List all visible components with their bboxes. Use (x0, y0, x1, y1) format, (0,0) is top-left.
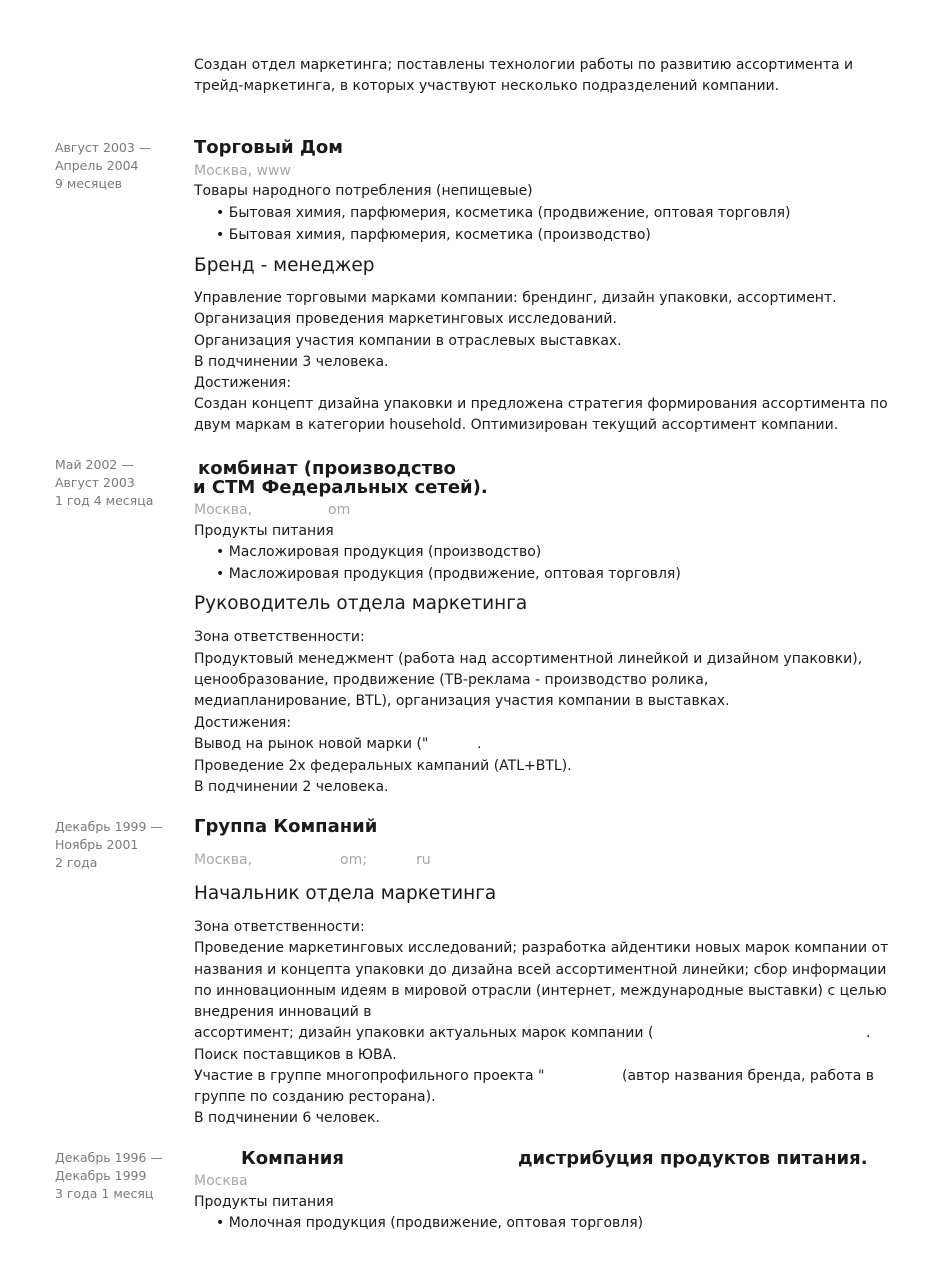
company-name: Компания (241, 1148, 344, 1169)
company-name: Торговый Дом (194, 137, 343, 158)
date-end: Ноябрь 2001 (55, 837, 139, 852)
description-line: ценообразование, продвижение (ТВ-реклама - производство ролика, (194, 672, 709, 688)
job-date-range (55, 1149, 163, 1203)
date-start: Декабрь 1996 — (55, 1150, 163, 1165)
date-end: Декабрь 1999 (55, 1168, 147, 1183)
description-line: Зона ответственности: (194, 629, 365, 645)
company-name-line-2: и СТМ Федеральных сетей). (193, 477, 488, 498)
company-location: Москва, (194, 502, 253, 518)
date-end: Апрель 2004 (55, 158, 139, 173)
description-line: двум маркам в категории household. Оптимизирован текущий ассортимент компании. (194, 417, 839, 433)
company-location: Москва (194, 1173, 248, 1189)
industry-bullet: • Бытовая химия, парфюмерия, косметика (продвижение, оптовая торговля) (216, 203, 791, 224)
description-line: Участие в группе многопрофильного проекта " (194, 1068, 545, 1084)
industry-bullet: • Масложировая продукция (продвижение, оптовая торговля) (216, 564, 681, 585)
description-line: названия и концепта упаковки до дизайна всей ассортиментной линейки; сбор информации (194, 962, 887, 978)
industry-bullet: • Молочная продукция (продвижение, оптовая торговля) (216, 1213, 643, 1234)
description-line: ассортимент; дизайн упаковки актуальных марок компании ( (194, 1025, 654, 1041)
industry-bullet: • Бытовая химия, парфюмерия, косметика (производство) (216, 225, 651, 246)
company-industry: Продукты питания (194, 523, 334, 539)
description-line: Организация участия компании в отраслевых выставках. (194, 333, 622, 349)
date-duration: 9 месяцев (55, 176, 123, 191)
job-date-range (55, 818, 163, 872)
description-line: Достижения: (194, 715, 292, 731)
company-name-part-2: дистрибуция продуктов питания. (518, 1148, 868, 1169)
job-date-range (55, 139, 151, 193)
description-line: Проведение 2х федеральных кампаний (ATL+BTL). (194, 758, 572, 774)
company-name: комбинат (производство (198, 458, 456, 479)
company-industry: Продукты питания (194, 1194, 334, 1210)
company-name: Группа Компаний (194, 816, 378, 837)
intro-line-2: трейд-маркетинга, в которых участвуют несколько подразделений компании. (194, 78, 780, 94)
description-line: медиапланирование, BTL), организация участия компании в выставках. (194, 693, 730, 709)
job-date-range (55, 456, 153, 510)
date-duration: 3 года 1 месяц (55, 1186, 154, 1201)
date-end: Август 2003 (55, 475, 135, 490)
date-duration: 1 год 4 месяца (55, 493, 154, 508)
date-start: Май 2002 — (55, 457, 134, 472)
date-start: Август 2003 — (55, 140, 152, 155)
company-website-fragment: om (328, 502, 351, 518)
industry-bullet: • Масложировая продукция (производство) (216, 542, 541, 563)
intro-line-1: Создан отдел маркетинга; поставлены технологии работы по развитию ассортимента и (194, 57, 854, 73)
company-location: Москва, (194, 852, 253, 868)
description-line: В подчинении 6 человек. (194, 1110, 380, 1126)
description-line: В подчинении 3 человека. (194, 354, 389, 370)
description-line-tail: . (477, 736, 482, 752)
description-line: Управление торговыми марками компании: брендинг, дизайн упаковки, ассортимент. (194, 290, 837, 306)
description-line: Зона ответственности: (194, 919, 365, 935)
position-title: Бренд - менеджер (194, 255, 375, 276)
description-line: Достижения: (194, 375, 292, 391)
date-start: Декабрь 1999 — (55, 819, 163, 834)
description-line: по инновационным идеям в мировой отрасли (интернет, международные выставки) с целью (194, 983, 887, 999)
description-line: Вывод на рынок новой марки (" (194, 736, 429, 752)
description-line: Проведение маркетинговых исследований; разработка айдентики новых марок компании от (194, 940, 889, 956)
description-line: Поиск поставщиков в ЮВА. (194, 1047, 397, 1063)
description-line: Создан концепт дизайна упаковки и предложена стратегия формирования ассортимента по (194, 396, 888, 412)
company-website-fragment: om; (340, 852, 367, 868)
description-line: группе по созданию ресторана). (194, 1089, 436, 1105)
company-website-fragment: ru (416, 852, 431, 868)
description-line: Продуктовый менеджмент (работа над ассортиментной линейкой и дизайном упаковки), (194, 651, 863, 667)
description-line-tail: . (866, 1025, 871, 1041)
position-title: Руководитель отдела маркетинга (194, 593, 528, 614)
position-title: Начальник отдела маркетинга (194, 883, 497, 904)
description-line: Организация проведения маркетинговых исследований. (194, 311, 617, 327)
description-line-tail: (автор названия бренда, работа в (622, 1068, 875, 1084)
description-line: В подчинении 2 человека. (194, 779, 389, 795)
company-industry: Товары народного потребления (непищевые) (194, 183, 533, 199)
date-duration: 2 года (55, 855, 98, 870)
description-line: внедрения инноваций в (194, 1004, 372, 1020)
company-location: Москва, www (194, 163, 291, 179)
